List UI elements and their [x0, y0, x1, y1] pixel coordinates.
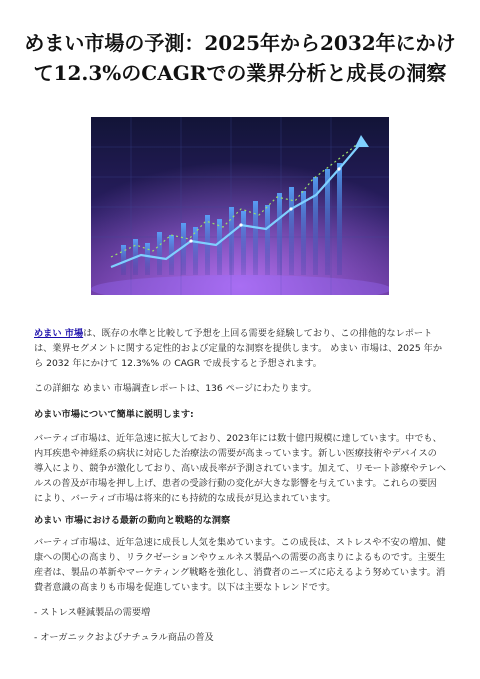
- overview-paragraph: バーティゴ市場は、近年急速に拡大しており、2023年には数十億円規模に達しています。中でも、内耳疾患や神経系の病状に対応した治療法の需要が高まっています。新しい医療技術やデバイスの導入により、競争が激化しており、高い成長率が予測されています。加えて、リモート診療やテレヘルスの普及が市場を押し上げ、患者の受診行動の変化が大きな影響を与えています。これらの要因により、バーティゴ市場は将来的にも持続的な成長が見込まれています。: [34, 433, 446, 504]
- market-link[interactable]: めまい 市場: [34, 328, 84, 339]
- trends-paragraph: バーティゴ市場は、近年急速に成長し人気を集めています。この成長は、ストレスや不安の増加、健康への関心の高まり、リラクゼーションやウェルネス製品への需要の高まりによるものです。主要生産者は、製品の革新やマーケティング戦略を強化し、消費者のニーズに応えるよう努めています。消費者意識の高まりも市場を促進しています。以下は主要なトレンドです。: [34, 537, 446, 593]
- hero-image-growth-chart: [91, 117, 389, 295]
- intro-paragraph: [34, 326, 446, 371]
- section-heading-trends: めまい 市場における最新の動向と戦略的な洞察: [34, 515, 231, 526]
- hero-illustration: [91, 117, 389, 295]
- intro-text: は、既存の水準と比較して予想を上回る需要を経験しており、この排他的なレポートは、業界セグメントに関する定性的および定量的な洞察を提供します。 めまい 市場は、2025 年から 2032 年にかけて 12.3%% の CAGR で成長すると予想されます。: [34, 328, 443, 369]
- section-heading-overview: めまい市場について簡単に説明します:: [34, 409, 194, 420]
- trend-list-item: - ストレス軽減製品の需要増: [34, 607, 151, 618]
- pages-note: この詳細な めまい 市場調査レポートは、136 ページにわたります。: [34, 383, 317, 394]
- trend-list-item: - オーガニックおよびナチュラル商品の普及: [34, 632, 214, 643]
- page-title: めまい市場の予測：2025年から2032年にかけて12.3%のCAGRでの業界分析と成長の洞察: [24, 31, 456, 85]
